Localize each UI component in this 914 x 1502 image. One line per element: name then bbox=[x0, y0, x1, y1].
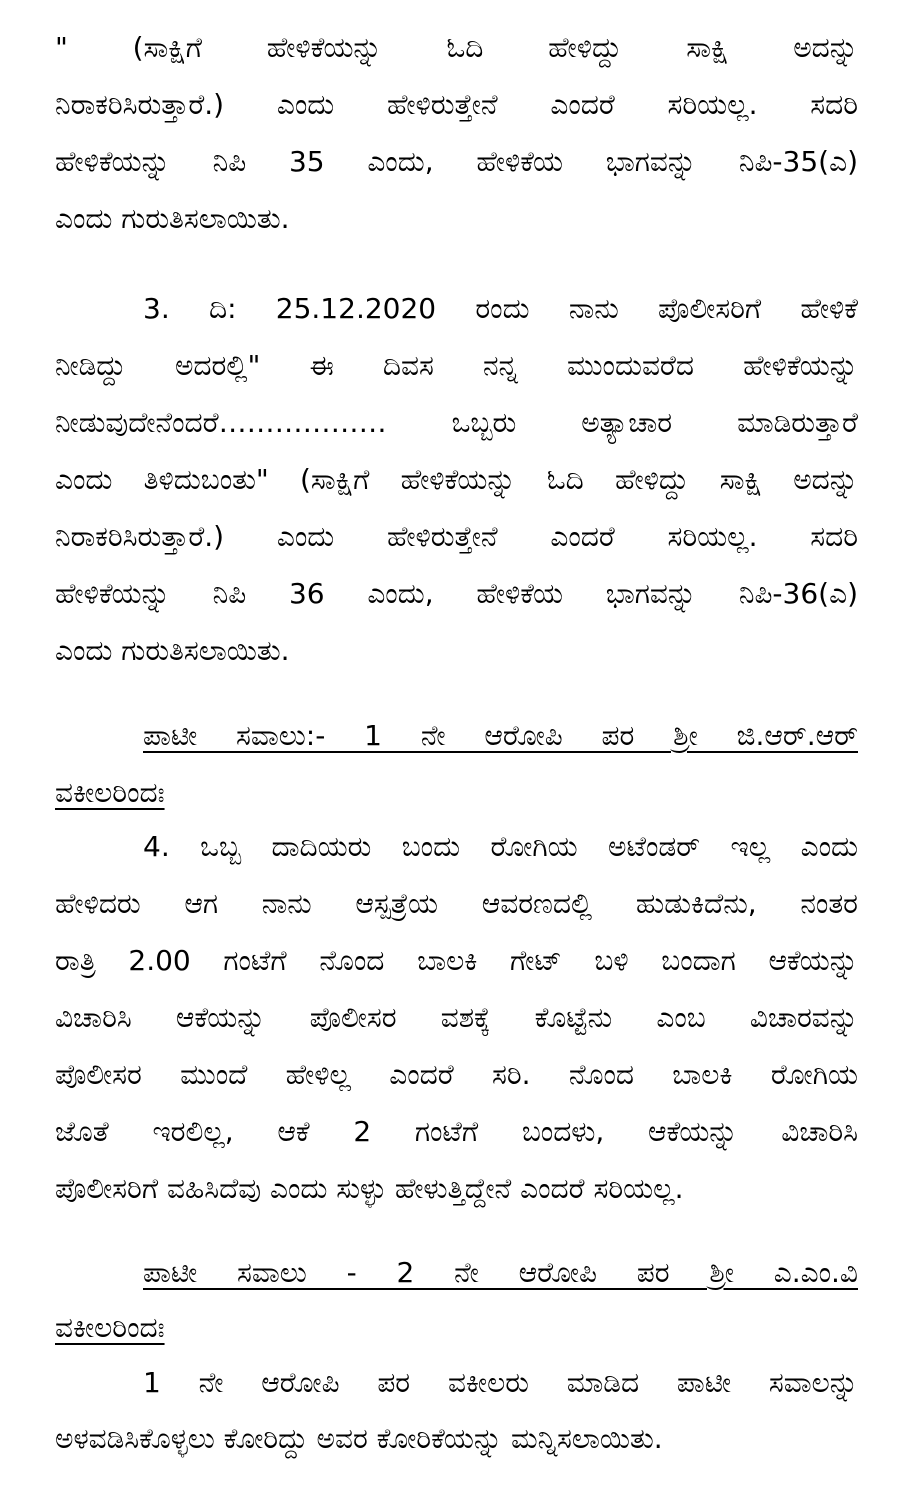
heading-text: ಪಾಟೀ ಸವಾಲು - 2 ನೇ ಆರೋಪಿ ಪರ ಶ್ರೀ ಎ.ಎಂ.ವಿ bbox=[143, 1256, 858, 1289]
text-line: " (ಸಾಕ್ಷಿಗೆ ಹೇಳಿಕೆಯನ್ನು ಓದಿ ಹೇಳಿದ್ದು ಸಾಕ್ಷಿ ಅದನ್ನು bbox=[55, 31, 858, 64]
text-line: 3. ದಿ: 25.12.2020 ರಂದು ನಾನು ಪೊಲೀಸರಿಗೆ ಹೇಳಿಕೆ bbox=[143, 292, 858, 325]
text-line: ಎಂದು ಗುರುತಿಸಲಾಯಿತು. bbox=[55, 202, 290, 235]
text-line: 4. ಒಬ್ಬ ದಾದಿಯರು ಬಂದು ರೋಗಿಯ ಅಟೆಂಡರ್ ಇಲ್ಲ ಎಂದು bbox=[143, 830, 858, 863]
text-line: ನಿರಾಕರಿಸಿರುತ್ತಾರೆ.) ಎಂದು ಹೇಳಿರುತ್ತೇನೆ ಎಂದರೆ ಸರಿಯಲ್ಲ. ಸದರಿ bbox=[55, 520, 858, 553]
text-line: ವಿಚಾರಿಸಿ ಆಕೆಯನ್ನು ಪೊಲೀಸರ ವಶಕ್ಕೆ ಕೊಟ್ಟೆನು ಎಂಬ ವಿಚಾರವನ್ನು bbox=[55, 1001, 858, 1034]
heading-line bbox=[55, 1245, 858, 1301]
text-line: ನಿರಾಕರಿಸಿರುತ್ತಾರೆ.) ಎಂದು ಹೇಳಿರುತ್ತೇನೆ ಎಂದರೆ ಸರಿಯಲ್ಲ. ಸದರಿ bbox=[55, 88, 858, 121]
text-line: ಹೇಳಿಕೆಯನ್ನು ನಿಪಿ 35 ಎಂದು, ಹೇಳಿಕೆಯ ಭಾಗವನ್ನು ನಿಪಿ-35(ಎ) bbox=[55, 145, 858, 178]
heading-text: ವಕೀಲರಿಂದಃ bbox=[55, 776, 165, 809]
text-line: ಎಂದು ತಿಳಿದುಬಂತು" (ಸಾಕ್ಷಿಗೆ ಹೇಳಿಕೆಯನ್ನು ಓದಿ ಹೇಳಿದ್ದು ಸಾಕ್ಷಿ ಅದನ್ನು bbox=[55, 463, 858, 496]
text-line: ಅಳವಡಿಸಿಕೊಳ್ಳಲು ಕೋರಿದ್ದು ಅವರ ಕೋರಿಕೆಯನ್ನು ಮನ್ನಿಸಲಾಯಿತು. bbox=[55, 1422, 663, 1455]
text-line: ಹೇಳಿದರು ಆಗ ನಾನು ಆಸ್ಪತ್ರೆಯ ಆವರಣದಲ್ಲಿ ಹುಡುಕಿದೆನು, ನಂತರ bbox=[55, 887, 858, 920]
text-line: ಪೊಲೀಸರಿಗೆ ವಹಿಸಿದೆವು ಎಂದು ಸುಳ್ಳು ಹೇಳುತ್ತಿದ್ದೇನೆ ಎಂದರೆ ಸರಿಯಲ್ಲ. bbox=[55, 1172, 684, 1205]
heading-line bbox=[55, 1300, 858, 1356]
text-line: ಪೊಲೀಸರ ಮುಂದೆ ಹೇಳಿಲ್ಲ ಎಂದರೆ ಸರಿ. ನೊಂದ ಬಾಲಕಿ ರೋಗಿಯ bbox=[55, 1058, 858, 1091]
text-line: ಜೊತೆ ಇರಲಿಲ್ಲ, ಆಕೆ 2 ಗಂಟೆಗೆ ಬಂದಳು, ಆಕೆಯನ್ನು ವಿಚಾರಿಸಿ bbox=[55, 1115, 858, 1148]
text-line: 1 ನೇ ಆರೋಪಿ ಪರ ವಕೀಲರು ಮಾಡಿದ ಪಾಟೀ ಸವಾಲನ್ನು bbox=[143, 1366, 858, 1399]
heading-text: ವಕೀಲರಿಂದಃ bbox=[55, 1311, 165, 1344]
heading-text: ಪಾಟೀ ಸವಾಲು:- 1 ನೇ ಆರೋಪಿ ಪರ ಶ್ರೀ ಜಿ.ಆರ್.ಆರ್ bbox=[143, 719, 858, 752]
heading-line bbox=[55, 708, 858, 764]
text-line: ನೀಡಿದ್ದು ಅದರಲ್ಲಿ" ಈ ದಿವಸ ನನ್ನ ಮುಂದುವರೆದ ಹೇಳಿಕೆಯನ್ನು bbox=[55, 349, 858, 382]
text-line: ಎಂದು ಗುರುತಿಸಲಾಯಿತು. bbox=[55, 634, 290, 667]
text-line: ರಾತ್ರಿ 2.00 ಗಂಟೆಗೆ ನೊಂದ ಬಾಲಕಿ ಗೇಟ್ ಬಳಿ ಬಂದಾಗ ಆಕೆಯನ್ನು bbox=[55, 944, 858, 977]
text-line: ಹೇಳಿಕೆಯನ್ನು ನಿಪಿ 36 ಎಂದು, ಹೇಳಿಕೆಯ ಭಾಗವನ್ನು ನಿಪಿ-36(ಎ) bbox=[55, 577, 858, 610]
heading-line bbox=[55, 765, 858, 821]
text-line: ನೀಡುವುದೇನೆಂದರೆ……………… ಒಬ್ಬರು ಅತ್ಯಾಚಾರ ಮಾಡಿರುತ್ತಾರೆ bbox=[55, 406, 858, 439]
